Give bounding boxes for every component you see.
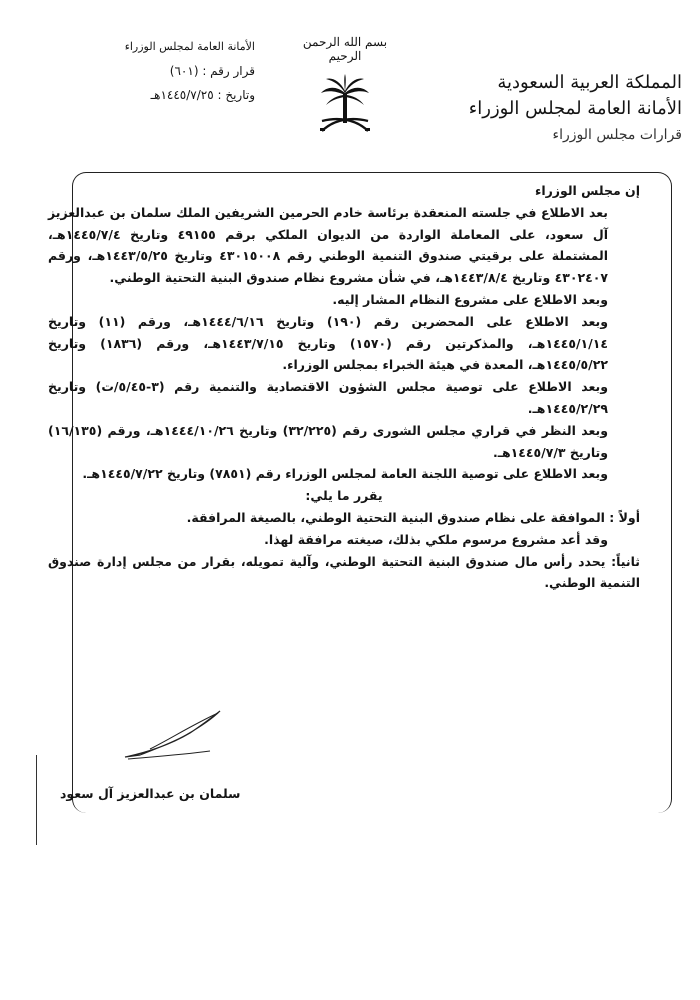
opening-line: إن مجلس الوزراء bbox=[534, 183, 640, 198]
margin-line bbox=[36, 755, 37, 845]
signatory-name: سلمان بن عبدالعزيز آل سعود bbox=[60, 786, 241, 801]
basmala: بسم الله الرحمن الرحيم bbox=[302, 35, 388, 63]
header-kingdom-block bbox=[469, 70, 682, 148]
paragraph-preamble: بعد الاطلاع في جلسته المنعقدة برئاسة خادم الحرمين الشريفين الملك سلمان بن عبدالعزيز آل سعود، على المعاملة الواردة من الديوان الملكي برقم ٤٩١٥٥ وتاريخ ١٤٤٥/٧/٤هـ، المشتملة على برقيتي صندوق التنمية الوطني رقم ٤٣٠١٥٠٠٨ وتاريخ ١٤٤٣/٥/٢٥هـ، ورقم ٤٣٠٢٤٠٧ وتاريخ ١٤٤٣/٨/٤هـ، في شأن مشروع نظام صندوق البنية التحتية الوطني. bbox=[48, 204, 608, 286]
header-left-title: الأمانة العامة لمجلس الوزراء bbox=[124, 40, 255, 53]
decision-item-1: أولاً : الموافقة على نظام صندوق البنية التحتية الوطني، بالصيغة المرافقة. bbox=[186, 509, 640, 525]
decision-item-1-note: وقد أعد مشروع مرسوم ملكي بذلك، صيغته مرافقة لهذا. bbox=[264, 531, 608, 547]
paragraph-draft-review: وبعد الاطلاع على مشروع النظام المشار إليه. bbox=[332, 291, 608, 307]
decision-date: وتاريخ : ١٤٤٥/٧/٢٥هـ bbox=[150, 88, 255, 102]
header-emblem-block bbox=[285, 35, 405, 139]
header-decision-info bbox=[105, 35, 255, 107]
decision-item-2: ثانياً: يحدد رأس مال صندوق البنية التحتية الوطني، وآلية تمويله، بقرار من مجلس إدارة صندوق التنمية الوطني. bbox=[48, 553, 640, 591]
paragraph-shura: وبعد النظر في قراري مجلس الشورى رقم (٣٢/٢٢٥) وتاريخ ١٤٤٤/١٠/٢٦هـ، ورقم (١٦/١٣٥) وتاريخ ١٤٤٥/٧/٣هـ. bbox=[48, 422, 608, 460]
paragraph-economic-council: وبعد الاطلاع على توصية مجلس الشؤون الاقتصادية والتنمية رقم (٣-٥/٤٥/ت) وتاريخ ١٤٤٥/٢/٢٩هـ. bbox=[48, 379, 609, 416]
decides-heading: يقرر ما يلي: bbox=[305, 488, 383, 504]
header-kingdom: المملكة العربية السعودية bbox=[497, 72, 682, 93]
handwritten-signature bbox=[120, 705, 230, 765]
paragraph-general-committee: وبعد الاطلاع على توصية اللجنة العامة لمجلس الوزراء رقم (٧٨٥١) وتاريخ ١٤٤٥/٧/٢٢هـ. bbox=[82, 466, 608, 482]
header-decisions: قرارات مجلس الوزراء bbox=[552, 127, 682, 143]
decision-body bbox=[48, 180, 640, 594]
saudi-emblem-icon bbox=[318, 73, 372, 139]
paragraph-minutes: وبعد الاطلاع على المحضرين رقم (١٩٠) وتاريخ ١٤٤٤/٦/١٦هـ، ورقم (١١) وتاريخ ١٤٤٥/١/١٤هـ، والمذكرتين رقم (١٥٧٠) وتاريخ ١٤٤٣/٧/١٥هـ، ورقم (١٨٣٦) وتاريخ ١٤٤٥/٥/٢٢هـ، المعدة في هيئة الخبراء بمجلس الوزراء. bbox=[48, 313, 609, 373]
header-secretariat: الأمانة العامة لمجلس الوزراء bbox=[468, 98, 682, 119]
decision-number: قرار رقم : (٦٠١) bbox=[169, 64, 255, 78]
